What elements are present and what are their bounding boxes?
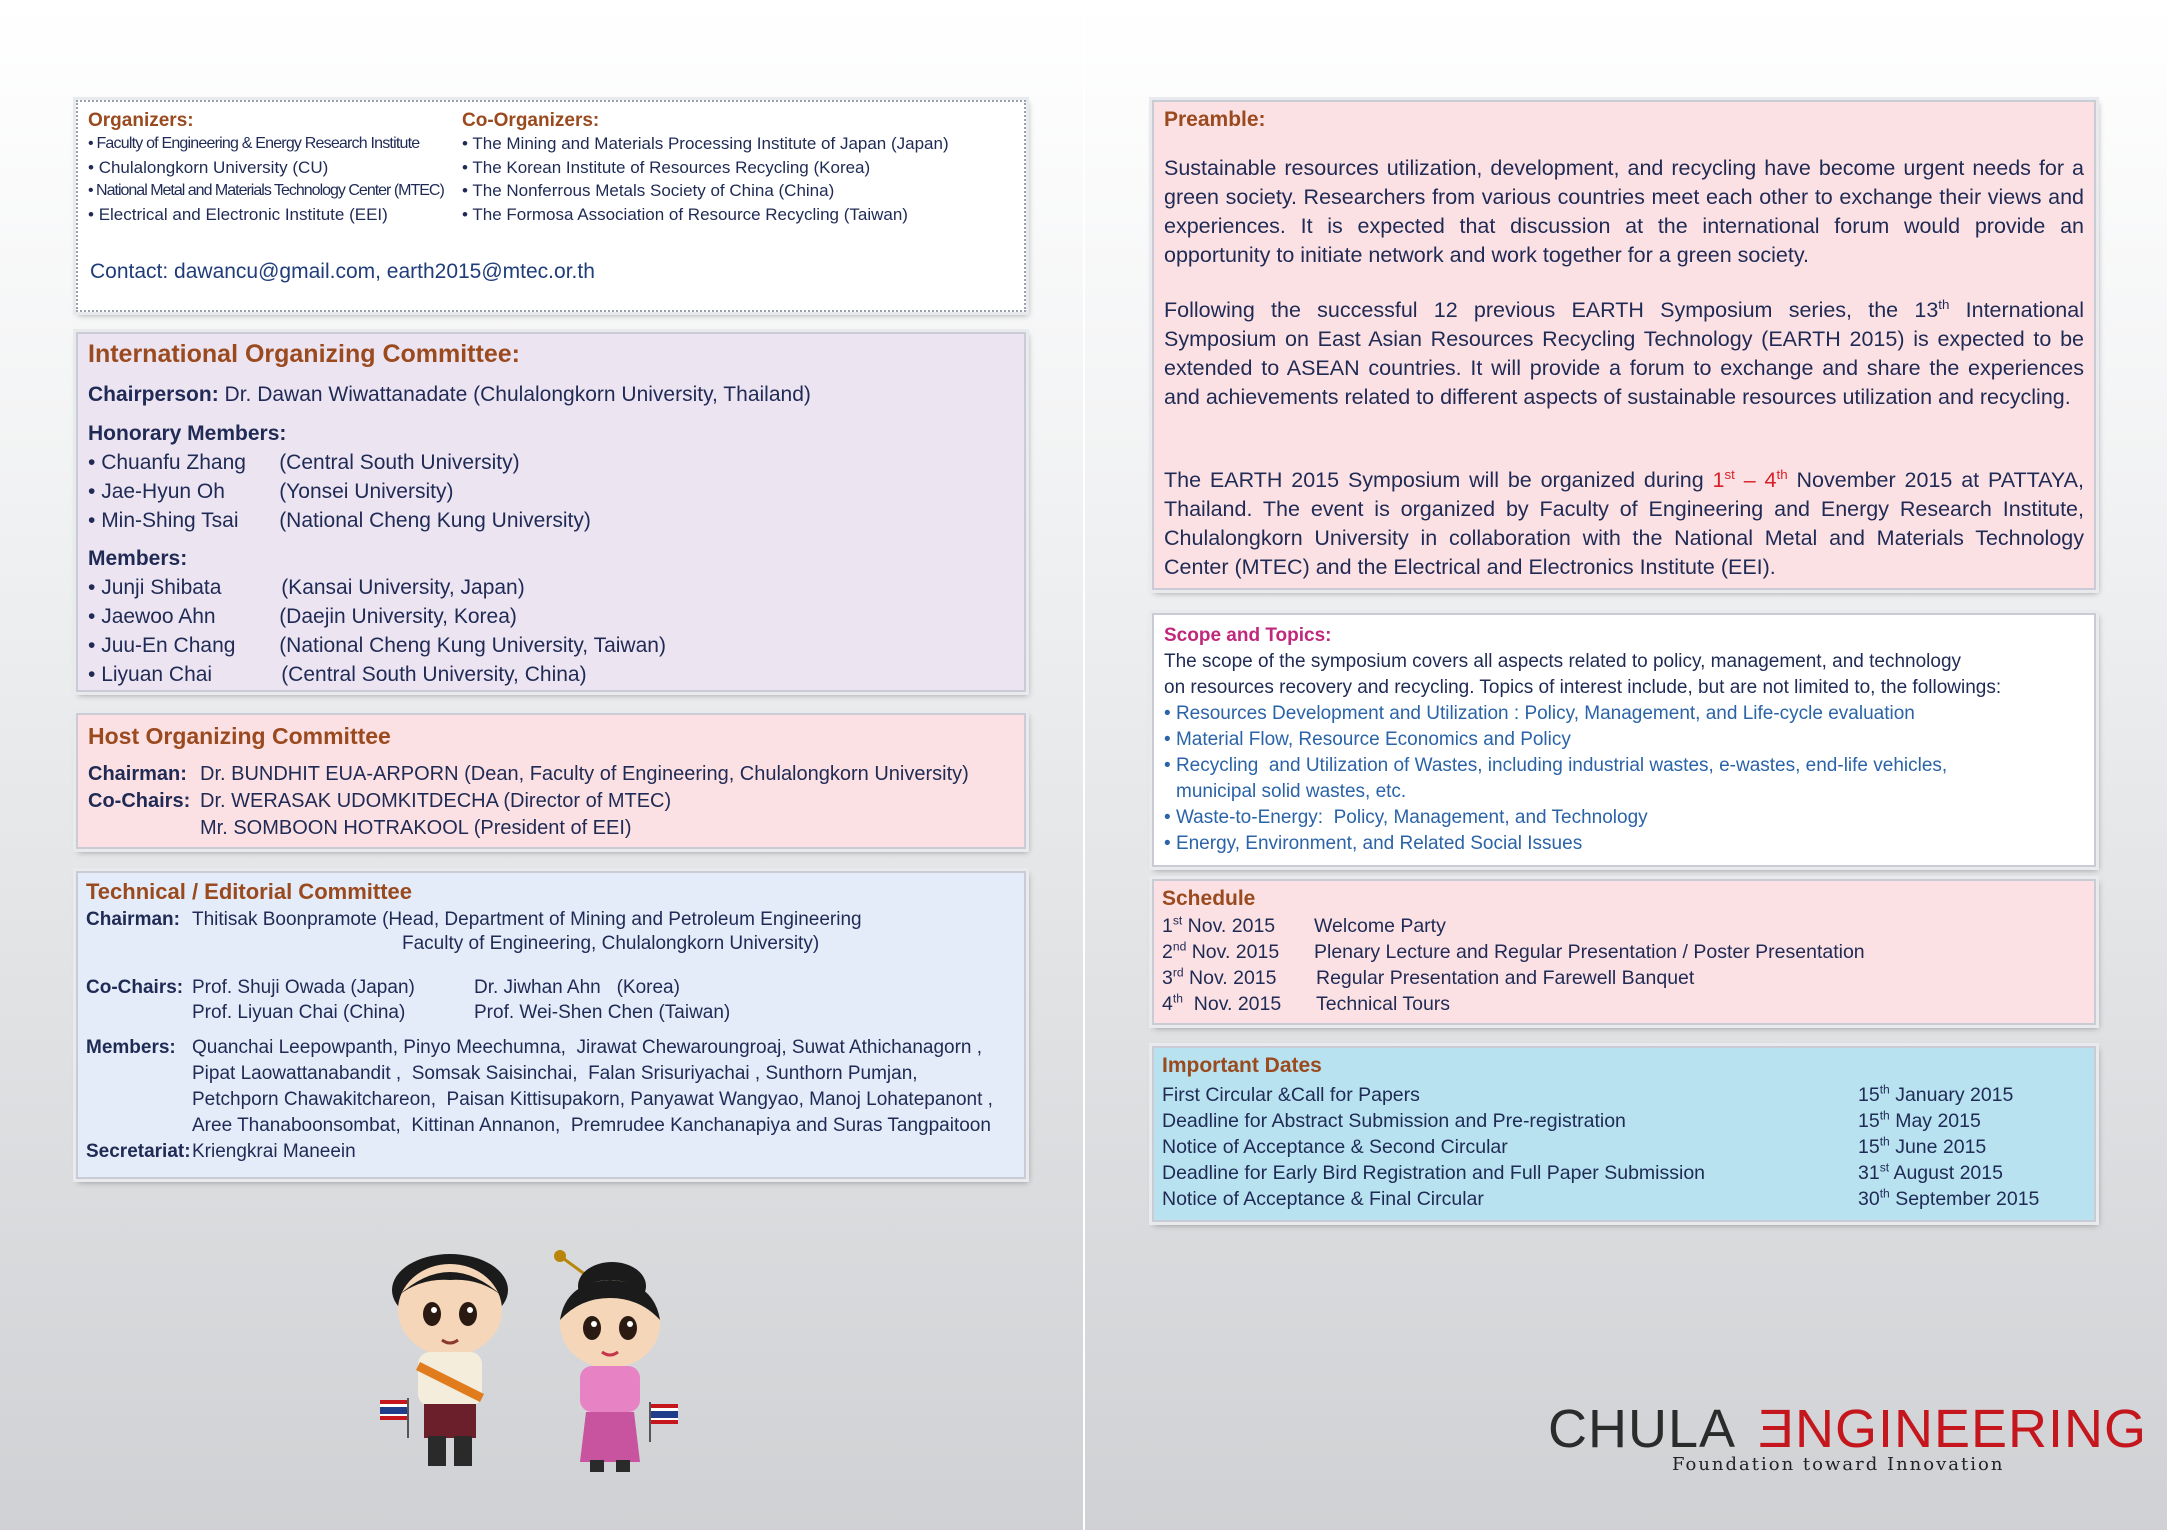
preamble-box — [1152, 100, 2096, 590]
members-label: Members: — [88, 547, 188, 570]
schedule-date: 2nd Nov. 2015 — [1162, 939, 1280, 963]
tec-cochairs-label: Co-Chairs: — [86, 977, 184, 998]
important-date-label: First Circular &Call for Papers — [1162, 1084, 1420, 1106]
ioc-member: • Jaewoo Ahn (Daejin University, Korea) — [88, 605, 517, 628]
hoc-chairman: Dr. BUNDHIT EUA-ARPORN (Dean, Faculty of Engineering, Chulalongkorn University) — [200, 763, 969, 785]
co-organizers-title: Co-Organizers: — [462, 110, 600, 131]
event-dates: 1st – 4th — [1712, 466, 1788, 492]
organizer-item: • National Metal and Materials Technology Center (MTEC) — [88, 182, 444, 199]
logo-engineering-text: ƎNGINEERING — [1758, 1399, 2148, 1459]
schedule-box — [1152, 879, 2096, 1025]
important-date-value: 30th September 2015 — [1858, 1186, 2040, 1210]
tec-members-line: Pipat Laowattanabandit , Somsak Saisinchai, Falan Srisuriyachai , Sunthorn Pumjan, — [192, 1063, 918, 1084]
co-organizers-column — [462, 110, 949, 226]
hoc-cochairs-label: Co-Chairs: — [88, 790, 191, 812]
schedule-event: Welcome Party — [1314, 915, 1446, 937]
chairperson-value: Dr. Dawan Wiwattanadate (Chulalongkorn University, Thailand) — [224, 383, 811, 406]
scope-text: The scope of the symposium covers all aspects related to policy, management, and technology — [1164, 651, 1962, 672]
schedule-title: Schedule — [1162, 887, 1256, 910]
girl-mascot-icon — [554, 1250, 678, 1472]
logo-tagline: Foundation toward Innovation — [1672, 1454, 2005, 1475]
schedule-date: 1st Nov. 2015 — [1162, 913, 1276, 937]
co-organizer-item: • The Korean Institute of Resources Recycling (Korea) — [462, 157, 871, 177]
tec-secretariat: Kriengkrai Maneein — [192, 1141, 356, 1162]
organizers-box — [76, 100, 1026, 312]
important-date-label: Notice of Acceptance & Second Circular — [1162, 1136, 1508, 1158]
important-date-label: Notice of Acceptance & Final Circular — [1162, 1188, 1484, 1210]
tec-cochair: Prof. Wei-Shen Chen (Taiwan) — [474, 1002, 731, 1023]
boy-mascot-icon — [380, 1254, 508, 1466]
topic-item: • Recycling and Utilization of Wastes, including industrial wastes, e-wastes, end-life vehicles, — [1164, 755, 1948, 776]
preamble-title: Preamble: — [1164, 108, 1266, 131]
co-organizer-item: • The Mining and Materials Processing Institute of Japan (Japan) — [462, 134, 949, 153]
honorary-member: • Jae-Hyun Oh (Yonsei University) — [88, 480, 454, 503]
hoc-cochair: Mr. SOMBOON HOTRAKOOL (President of EEI) — [200, 817, 632, 839]
tec-cochair: Dr. Jiwhan Ahn (Korea) — [474, 977, 680, 998]
important-date-label: Deadline for Early Bird Registration and Full Paper Submission — [1162, 1162, 1706, 1184]
mascots-illustration — [370, 1248, 710, 1478]
tec-secretariat-label: Secretariat: — [86, 1141, 191, 1162]
preamble-paragraph: Sustainable resources utilization, development, and recycling have become urgent needs for a green society. Researchers from various countries meet each other to exchange their views and experiences. It is expected that discussion at the international forum would provide an opportunity to initiate network and work together for a green society. — [1164, 156, 2084, 267]
page-fold-divider — [1083, 0, 1085, 1530]
schedule-date: 3rd Nov. 2015 — [1162, 965, 1277, 989]
important-dates-box — [1152, 1046, 2096, 1222]
tec-chairman-cont: Faculty of Engineering, Chulalongkorn University) — [402, 933, 820, 954]
co-organizer-item: • The Nonferrous Metals Society of China (China) — [462, 181, 835, 200]
honorary-member: • Chuanfu Zhang (Central South University) — [88, 451, 520, 474]
co-organizer-item: • The Formosa Association of Resource Recycling (Taiwan) — [462, 204, 908, 224]
scope-title: Scope and Topics: — [1164, 625, 1332, 646]
tec-chairman: Thitisak Boonpramote (Head, Department of Mining and Petroleum Engineering — [192, 909, 862, 930]
contact-line: Contact: dawancu@gmail.com, earth2015@mtec.or.th — [90, 260, 595, 283]
topic-item-cont: municipal solid wastes, etc. — [1176, 781, 1407, 802]
schedule-date: 4th Nov. 2015 — [1162, 991, 1282, 1015]
topic-item: • Material Flow, Resource Economics and Policy — [1164, 729, 1571, 750]
organizer-item: • Electrical and Electronic Institute (EEI) — [88, 204, 388, 224]
hoc-chairman-label: Chairman: — [88, 763, 187, 785]
tec-members-label: Members: — [86, 1037, 176, 1058]
organizer-item: • Chulalongkorn University (CU) — [88, 157, 329, 177]
hoc-title: Host Organizing Committee — [88, 723, 391, 749]
ioc-chairperson — [88, 380, 811, 409]
ioc-member: • Juu-En Chang (National Cheng Kung University, Taiwan) — [88, 634, 666, 657]
preamble-paragraph: The EARTH 2015 Symposium will be organized during 1st – 4th November 2015 at PATTAYA, Thailand. The event is organized by Faculty of Engineering and Energy Research Institute, Chulalongkorn University in collaboration with the National Metal and Materials Technology Center (MTEC) and the Electrical and Electronics Institute (EEI). — [1164, 466, 2084, 579]
scope-topics-box — [1152, 613, 2096, 867]
important-dates-title: Important Dates — [1162, 1054, 1322, 1077]
schedule-event: Technical Tours — [1316, 993, 1451, 1015]
preamble-paragraph: Following the successful 12 previous EARTH Symposium series, the 13th International Symposium on East Asian Resources Recycling Technology (EARTH 2015) is expected to be extended to ASEAN countries. It will provide a forum to exchange and share the experiences and achievements related to different aspects of sustainable resources utilization and recycling. — [1164, 296, 2084, 409]
ioc-member: • Junji Shibata (Kansai University, Japan) — [88, 576, 525, 599]
host-organizing-committee-box — [76, 713, 1026, 849]
tec-members-line: Petchporn Chawakitchareon, Paisan Kittisupakorn, Panyawat Wangyao, Manoj Lohatepanont , — [192, 1089, 993, 1110]
schedule-event: Regular Presentation and Farewell Banquet — [1316, 967, 1695, 989]
technical-editorial-committee-box — [76, 871, 1026, 1179]
tec-chairman-label: Chairman: — [86, 909, 180, 930]
chula-engineering-logo — [1548, 1398, 2148, 1488]
tec-members-line: Aree Thanaboonsombat, Kittinan Annanon, Premrudee Kanchanapiya and Suras Tangpaitoon — [192, 1115, 991, 1136]
scope-text: on resources recovery and recycling. Topics of interest include, but are not limited to, the followings: — [1164, 677, 2002, 698]
topic-item: • Waste-to-Energy: Policy, Management, and Technology — [1164, 807, 1648, 828]
hoc-cochair: Dr. WERASAK UDOMKITDECHA (Director of MTEC) — [200, 790, 672, 812]
tec-cochair: Prof. Shuji Owada (Japan) — [192, 977, 415, 998]
ioc-member: • Liyuan Chai (Central South University, China) — [88, 663, 587, 686]
schedule-event: Plenary Lecture and Regular Presentation / Poster Presentation — [1314, 941, 1865, 963]
important-date-value: 15th June 2015 — [1858, 1134, 1987, 1158]
topic-item: • Resources Development and Utilization : Policy, Management, and Life-cycle evaluation — [1164, 703, 1915, 724]
honorary-member: • Min-Shing Tsai (National Cheng Kung University) — [88, 509, 591, 532]
tec-cochair: Prof. Liyuan Chai (China) — [192, 1002, 406, 1023]
important-date-value: 15th May 2015 — [1858, 1108, 1981, 1132]
important-date-value: 15th January 2015 — [1858, 1082, 2014, 1106]
ioc-title: International Organizing Committee: — [88, 340, 520, 368]
organizers-column — [88, 110, 444, 226]
important-date-label: Deadline for Abstract Submission and Pre-registration — [1162, 1110, 1626, 1132]
logo-chula-text: CHULA — [1548, 1399, 1737, 1459]
chairperson-label: Chairperson: — [88, 383, 219, 406]
important-date-value: 31st August 2015 — [1858, 1160, 2003, 1184]
tec-title: Technical / Editorial Committee — [86, 879, 412, 904]
international-organizing-committee-box — [76, 332, 1026, 692]
organizer-item: • Faculty of Engineering & Energy Research Institute — [88, 135, 420, 152]
topic-item: • Energy, Environment, and Related Social Issues — [1164, 833, 1583, 854]
honorary-label: Honorary Members: — [88, 422, 287, 445]
organizers-title: Organizers: — [88, 110, 194, 131]
tec-members-line: Quanchai Leepowpanth, Pinyo Meechumna, Jirawat Chewaroungroaj, Suwat Athichanagorn , — [192, 1037, 983, 1058]
